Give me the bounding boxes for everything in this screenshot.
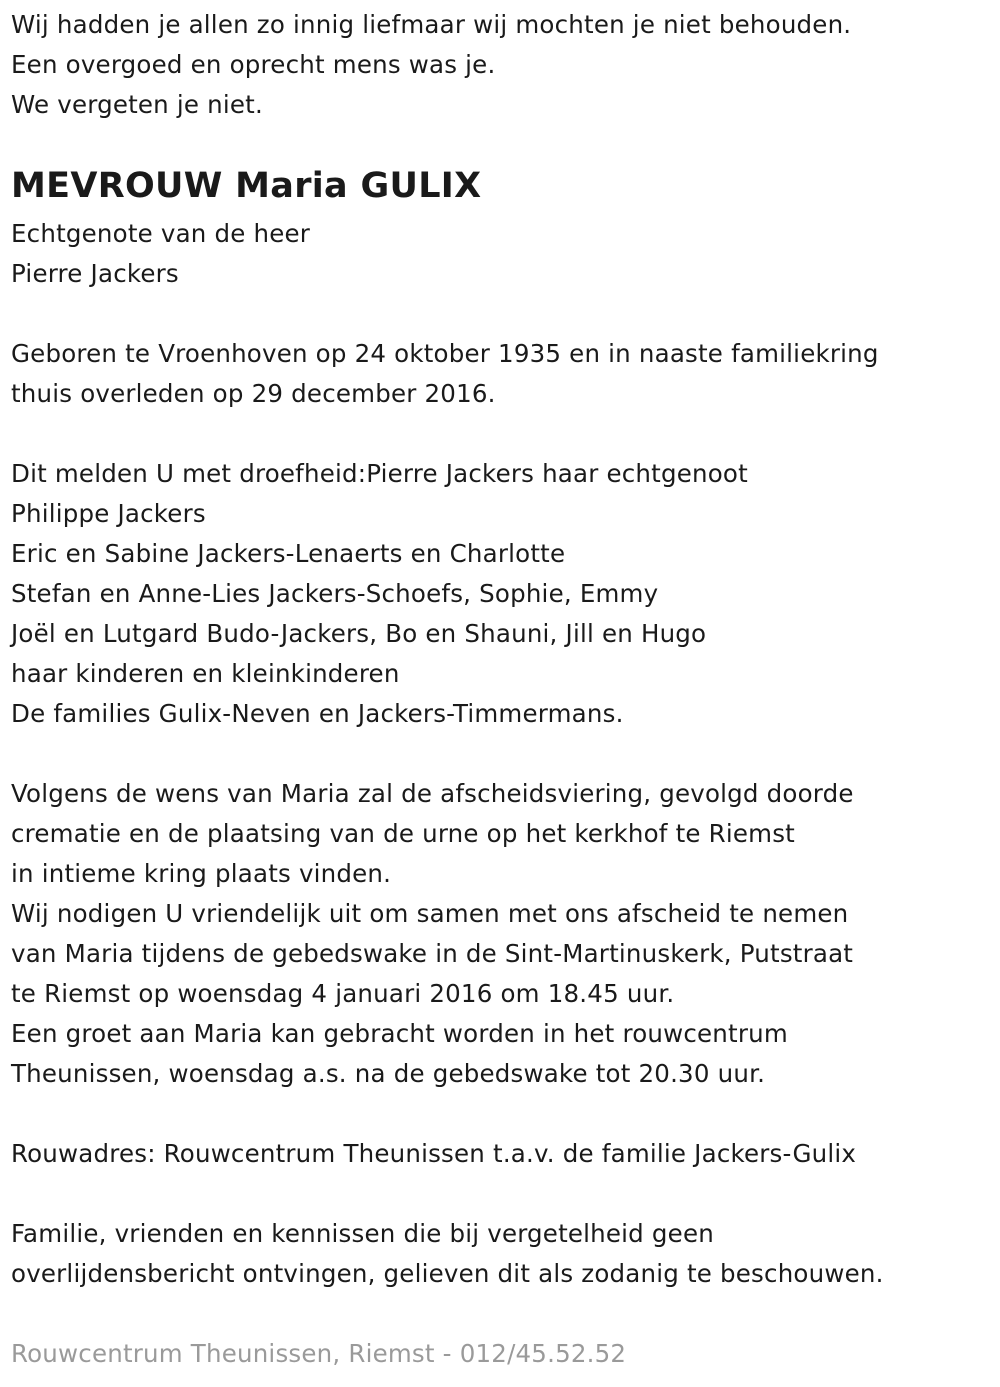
family-line: Eric en Sabine Jackers-Lenaerts en Charlotte (11, 539, 566, 568)
deceased-name: MEVROUW Maria GULIX (11, 166, 482, 206)
relation-block (11, 214, 310, 294)
family-block (11, 454, 748, 734)
intro-line: Wij hadden je allen zo innig liefmaar wij mochten je niet behouden. (11, 10, 852, 39)
ceremony-line: crematie en de plaatsing van de urne op het kerkhof te Riemst (11, 819, 795, 848)
ceremony-line: van Maria tijdens de gebedswake in de Sint-Martinuskerk, Putstraat (11, 939, 854, 968)
funeral-home-footer: Rouwcentrum Theunissen, Riemst - 012/45.52.52 (11, 1339, 627, 1368)
ceremony-line: Theunissen, woensdag a.s. na de gebedswake tot 20.30 uur. (11, 1059, 766, 1088)
relation-line: Echtgenote van de heer (11, 219, 311, 248)
birth-death-line: thuis overleden op 29 december 2016. (11, 379, 496, 408)
ceremony-line: te Riemst op woensdag 4 januari 2016 om 18.45 uur. (11, 979, 675, 1008)
family-line: Dit melden U met droefheid:Pierre Jackers haar echtgenoot (11, 459, 748, 488)
ceremony-line: Volgens de wens van Maria zal de afscheidsviering, gevolgd doorde (11, 779, 854, 808)
intro-line: We vergeten je niet. (11, 90, 263, 119)
ceremony-line: Een groet aan Maria kan gebracht worden in het rouwcentrum (11, 1019, 788, 1048)
ceremony-line: in intieme kring plaats vinden. (11, 859, 392, 888)
address-block (11, 1134, 856, 1174)
address-line: Rouwadres: Rouwcentrum Theunissen t.a.v. de familie Jackers-Gulix (11, 1139, 857, 1168)
family-line: Joël en Lutgard Budo-Jackers, Bo en Shauni, Jill en Hugo (11, 619, 707, 648)
ceremony-line: Wij nodigen U vriendelijk uit om samen met ons afscheid te nemen (11, 899, 849, 928)
relation-line: Pierre Jackers (11, 259, 179, 288)
family-line: De families Gulix-Neven en Jackers-Timmermans. (11, 699, 624, 728)
family-line: Stefan en Anne-Lies Jackers-Schoefs, Sophie, Emmy (11, 579, 659, 608)
ceremony-block (11, 774, 854, 1094)
notice-line: Familie, vrienden en kennissen die bij vergetelheid geen (11, 1219, 714, 1248)
family-line: Philippe Jackers (11, 499, 206, 528)
intro-line: Een overgoed en oprecht mens was je. (11, 50, 496, 79)
notice-line: overlijdensbericht ontvingen, gelieven dit als zodanig te beschouwen. (11, 1259, 884, 1288)
deceased-block (11, 161, 481, 211)
intro-verse (11, 5, 851, 125)
birth-death-line: Geboren te Vroenhoven op 24 oktober 1935 en in naaste familiekring (11, 339, 879, 368)
footer-block (11, 1334, 626, 1374)
birth-death-block (11, 334, 879, 414)
notice-block (11, 1214, 884, 1294)
family-line: haar kinderen en kleinkinderen (11, 659, 400, 688)
